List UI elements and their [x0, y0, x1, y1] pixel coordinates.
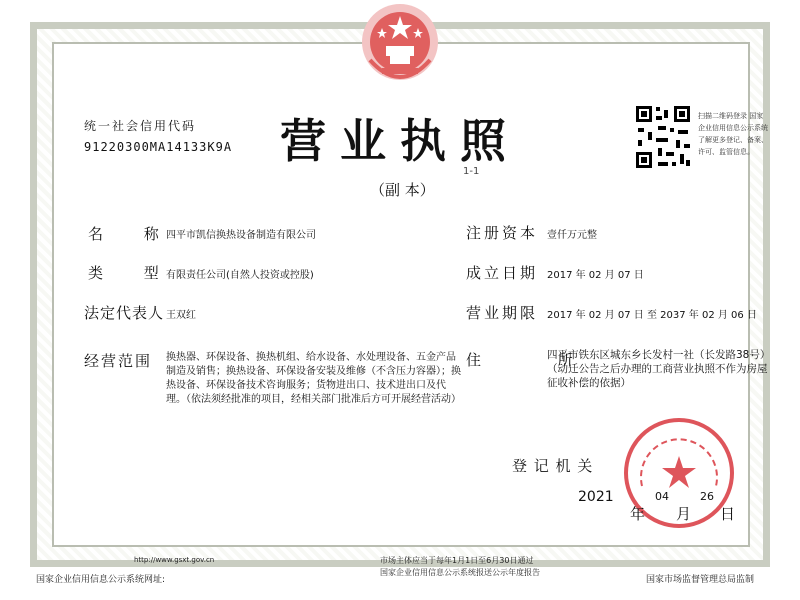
- date-year-char: 年: [630, 505, 647, 523]
- term-value: 2017 年 02 月 07 日 至 2037 年 02 月 06 日: [547, 310, 757, 321]
- established-label: 成立日期: [466, 264, 539, 282]
- legal-rep-value: 王双红: [166, 310, 196, 321]
- type-value: 有限责任公司(自然人投资或控股): [166, 270, 314, 281]
- address-value: 四平市铁东区城东乡长发村一社（长发路38号）（动迁公告之后办理的工商营业执照不作为房屋征收补偿的依据）: [547, 349, 771, 389]
- page-title: 营业执照: [280, 114, 520, 168]
- date-day: 26: [700, 490, 714, 503]
- capital-label: 注册资本: [466, 224, 539, 242]
- capital-value: 壹仟万元整: [547, 230, 597, 241]
- footer-center-1: 市场主体应当于每年1月1日至6月30日通过: [380, 556, 534, 565]
- page-subtitle: （副 本）: [370, 181, 435, 199]
- date-day-char: 日: [720, 505, 737, 523]
- established-value: 2017 年 02 月 07 日: [547, 270, 644, 281]
- authority-label: 登 记 机 关: [512, 457, 594, 475]
- scope-value: 换热器、环保设备、换热机组、给水设备、水处理设备、五金产品制造及销售；换热设备、环保设备安装及维修（不含压力容器）；换热设备、环保设备技术咨询服务；货物进出口、技术进出口及代理。（依法须经批准的项目，经相关部门批准后方可开展经营活动）: [166, 352, 461, 405]
- term-label: 营业期限: [466, 304, 539, 322]
- scope-label: 经营范围: [84, 352, 153, 370]
- date-month: 04: [655, 490, 669, 503]
- gsxt-url: http://www.gsxt.gov.cn: [134, 556, 215, 564]
- footer-left: 国家企业信用信息公示系统网址:: [36, 575, 166, 585]
- credit-code-label: 统一社会信用代码: [84, 119, 197, 133]
- date-month-char: 月: [676, 505, 693, 523]
- address-label: 住 所: [466, 351, 609, 369]
- copy-number: 1-1: [463, 166, 480, 177]
- qr-code-icon: [634, 104, 692, 170]
- date-year: 2021: [578, 489, 614, 505]
- qr-note: 扫描二维码登录 国家企业信用信息公示系统 了解更多登记、备案、许可、监管信息。: [698, 112, 768, 156]
- footer-right: 国家市场监督管理总局监制: [646, 575, 755, 585]
- credit-code-value: 91220300MA14133K9A: [84, 140, 233, 154]
- type-label: 类 型: [88, 264, 177, 282]
- legal-rep-label: 法定代表人: [84, 304, 165, 322]
- national-emblem-icon: [352, 2, 448, 88]
- name-value: 四平市凯信换热设备制造有限公司: [166, 230, 316, 241]
- name-label: 名 称: [88, 225, 177, 243]
- footer-center-2: 国家企业信用信息公示系统报送公示年度报告: [380, 568, 540, 577]
